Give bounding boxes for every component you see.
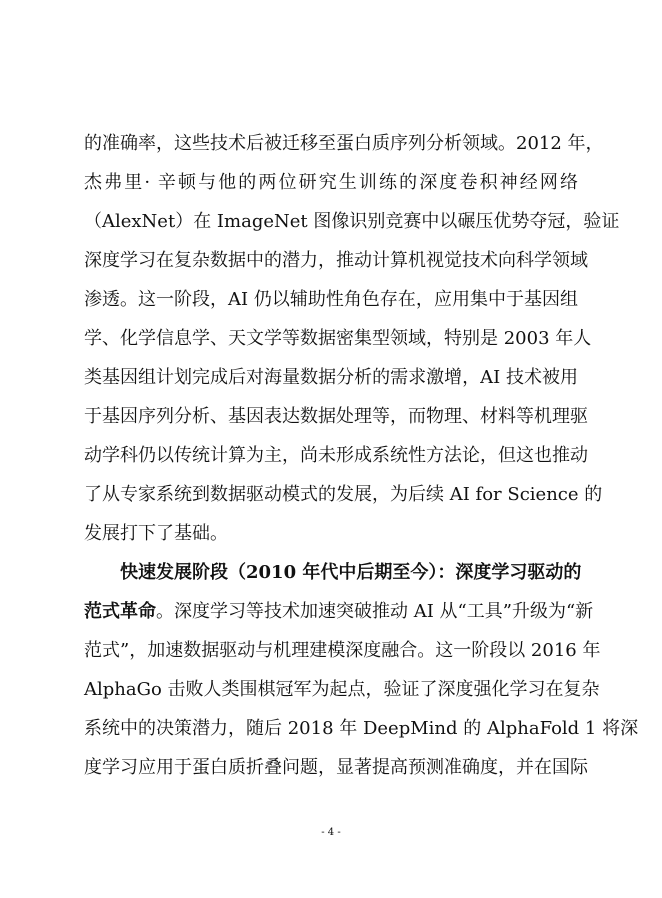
page-number: - 4 -: [321, 827, 341, 838]
paragraph1-line-1: 的准确率，这些技术后被迁移至蛋白质序列分析领域。2012 年，: [84, 133, 604, 154]
paragraph1-line-9: 动学科仍以传统计算为主，尚未形成系统性方法论，但这也推动: [84, 445, 588, 466]
paragraph1-line-6: 学、化学信息学、天文学等数据密集型领域，特别是 2003 年人: [84, 328, 592, 349]
paragraph2-line-2-text: 。深度学习等技术加速突破推动 AI 从“工具”升级为“新: [156, 601, 594, 622]
paragraph1-line-4: 深度学习在复杂数据中的潜力，推动计算机视觉技术向科学领域: [84, 250, 588, 271]
paragraph2-heading-tail: 范式革命: [84, 601, 156, 622]
paragraph1-line-3: （AlexNet）在 ImageNet 图像识别竞赛中以碾压优势夺冠，验证: [84, 211, 620, 232]
paragraph2-line-4: AlphaGo 击败人类围棋冠军为起点，验证了深度强化学习在复杂: [84, 679, 600, 700]
paragraph2-heading: 快速发展阶段（2010 年代中后期至今）：深度学习驱动的: [120, 562, 582, 583]
paragraph1-line-8: 于基因序列分析、基因表达数据处理等，而物理、材料等机理驱: [84, 406, 588, 427]
paragraph1-line-10: 了从专家系统到数据驱动模式的发展，为后续 AI for Science 的: [84, 484, 603, 505]
paragraph2-line-3: 范式”，加速数据驱动与机理建模深度融合。这一阶段以 2016 年: [84, 640, 601, 661]
paragraph1-line-2: 杰弗里· 辛顿与他的两位研究生训练的深度卷积神经网络: [84, 172, 578, 193]
paragraph1-line-11: 发展打下了基础。: [84, 523, 228, 544]
paragraph2-line-6: 度学习应用于蛋白质折叠问题，显著提高预测准确度，并在国际: [84, 757, 588, 778]
paragraph1-line-5: 渗透。这一阶段，AI 仍以辅助性角色存在，应用集中于基因组: [84, 289, 578, 310]
paragraph2-line-2: [84, 597, 594, 627]
paragraph2-line-5: 系统中的决策潜力，随后 2018 年 DeepMind 的 AlphaFold 1 将深: [84, 718, 639, 739]
paragraph1-line-7: 类基因组计划完成后对海量数据分析的需求激增，AI 技术被用: [84, 367, 578, 388]
